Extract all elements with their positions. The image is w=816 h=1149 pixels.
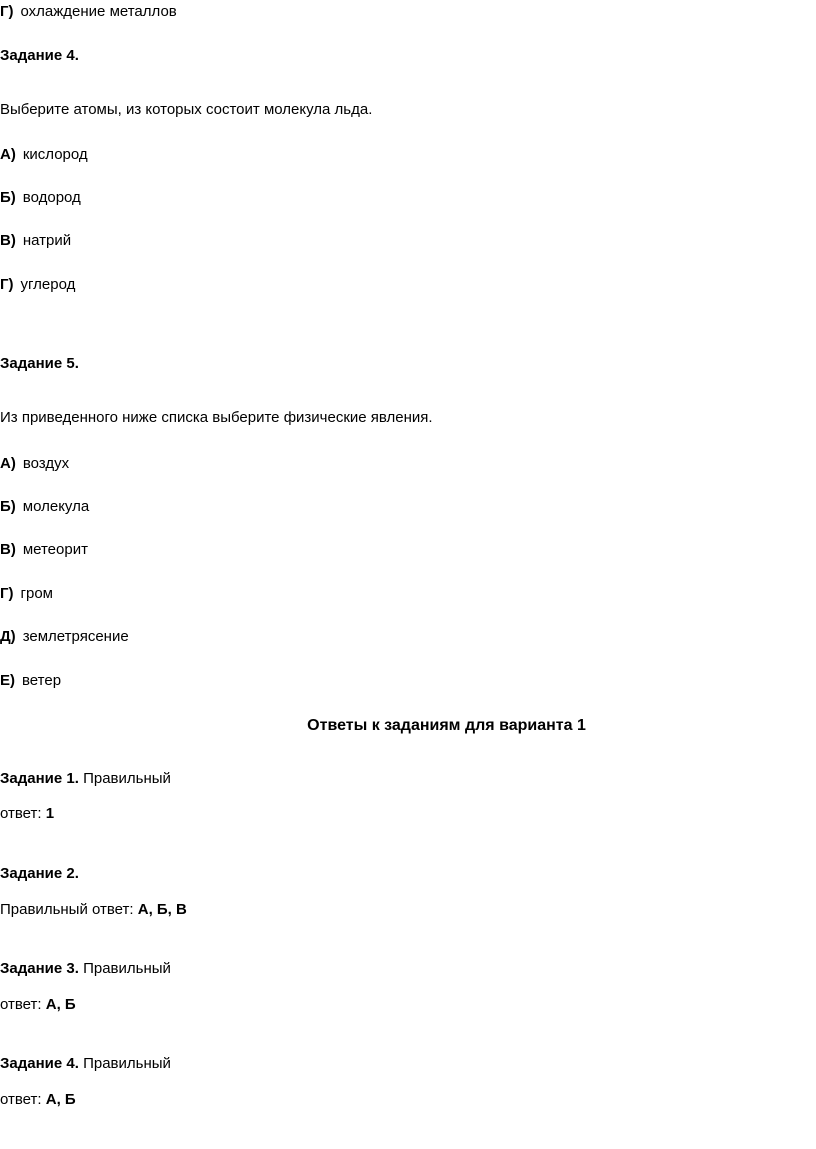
option-letter: В) [0, 541, 16, 558]
option-text: охлаждение металлов [20, 3, 177, 20]
answer-label: Правильный [78, 1055, 171, 1072]
option-text: воздух [22, 455, 70, 472]
option-letter: Е) [0, 672, 15, 689]
option-text: молекула [22, 498, 90, 515]
option-g-top [0, 3, 177, 21]
option-letter: В) [0, 232, 16, 249]
answer4-line1 [0, 1055, 171, 1073]
answer3-line2 [0, 996, 76, 1014]
option-text: ветер [22, 672, 62, 689]
answer-task: Задание 3. [0, 960, 79, 977]
answer2-line [0, 901, 187, 919]
option-text: натрий [22, 232, 72, 249]
option-letter: А) [0, 455, 16, 472]
option-text: углерод [20, 276, 76, 293]
answer-value: 1 [45, 805, 55, 822]
option-letter: Б) [0, 498, 16, 515]
answer-value: А, Б, В [137, 901, 187, 918]
answer1-line1 [0, 770, 171, 788]
answer-value: А, Б [45, 996, 76, 1013]
option-text: водород [22, 189, 81, 206]
option-text: метеорит [22, 541, 88, 558]
answer4-line2 [0, 1091, 76, 1109]
task5-question: Из приведенного ниже списка выберите физические явления. [0, 409, 433, 426]
task5-option-b [0, 498, 89, 516]
option-letter: Д) [0, 628, 16, 645]
option-text: гром [20, 585, 53, 602]
task5-option-a [0, 455, 69, 473]
option-letter: А) [0, 146, 16, 163]
answer1-line2 [0, 805, 54, 823]
task5-option-e [0, 672, 61, 690]
answer-label: ответ: [0, 805, 46, 822]
answer-label: ответ: [0, 996, 46, 1013]
answers-title: Ответы к заданиям для варианта 1 [307, 717, 586, 734]
task5-option-d [0, 628, 129, 646]
option-text: кислород [22, 146, 88, 163]
answer-value: А, Б [45, 1091, 76, 1108]
answer-task: Задание 4. [0, 1055, 79, 1072]
task4-option-a [0, 146, 88, 164]
task5-option-v [0, 541, 88, 559]
task4-option-v [0, 232, 71, 250]
task4-question: Выберите атомы, из которых состоит молекула льда. [0, 101, 373, 118]
option-text: землетрясение [22, 628, 129, 645]
task5-heading: Задание 5. [0, 355, 79, 372]
answer2-heading: Задание 2. [0, 865, 79, 882]
answer-label: Правильный ответ: [0, 901, 138, 918]
task4-option-b [0, 189, 81, 207]
option-letter: Г) [0, 585, 14, 602]
option-letter: Г) [0, 3, 14, 20]
answer3-line1 [0, 960, 171, 978]
option-letter: Б) [0, 189, 16, 206]
answer-label: Правильный [78, 770, 171, 787]
answer-task: Задание 1. [0, 770, 79, 787]
task5-option-g [0, 585, 53, 603]
task4-heading: Задание 4. [0, 47, 79, 64]
answer-label: Правильный [78, 960, 171, 977]
task4-option-g [0, 276, 75, 294]
answer-label: ответ: [0, 1091, 46, 1108]
option-letter: Г) [0, 276, 14, 293]
